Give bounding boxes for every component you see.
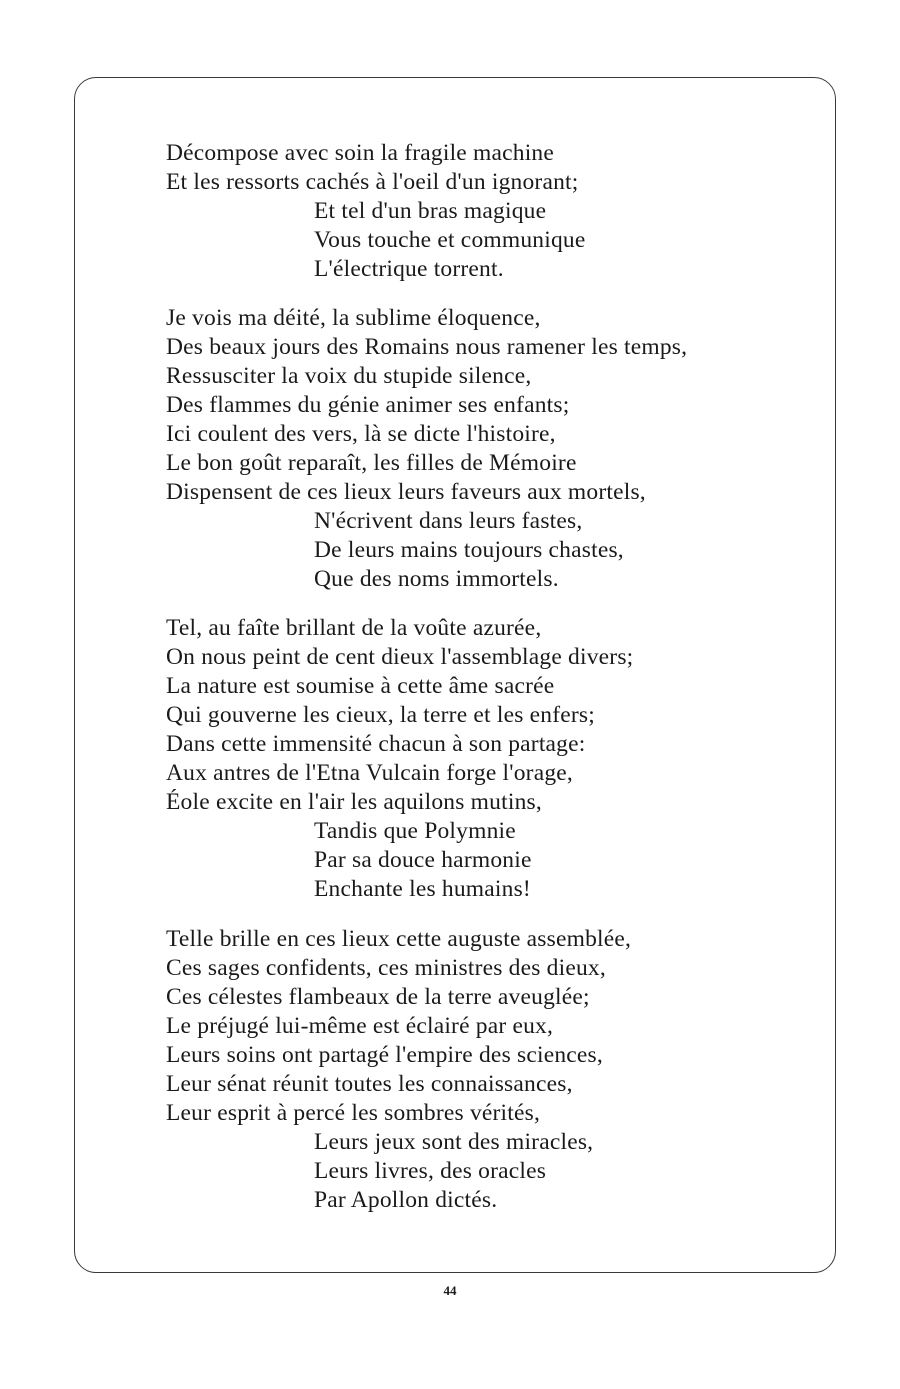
poem-line: Leur sénat réunit toutes les connaissances, (166, 1071, 573, 1097)
poem-line: Éole excite en l'air les aquilons mutins, (166, 789, 542, 815)
poem-line: On nous peint de cent dieux l'assemblage divers; (166, 644, 634, 670)
poem-line: Le préjugé lui-même est éclairé par eux, (166, 1013, 554, 1039)
poem-line: Tel, au faîte brillant de la voûte azurée, (166, 615, 542, 641)
poem-line: Par Apollon dictés. (314, 1187, 498, 1213)
poem-line: Enchante les humains! (314, 876, 531, 902)
poem-line: Telle brille en ces lieux cette auguste assemblée, (166, 926, 632, 952)
poem-line: Le bon goût reparaît, les filles de Mémoire (166, 450, 577, 476)
poem-line: Leur esprit à percé les sombres vérités, (166, 1100, 541, 1126)
poem-line: Leurs soins ont partagé l'empire des sciences, (166, 1042, 603, 1068)
poem-line: Je vois ma déité, la sublime éloquence, (166, 305, 541, 331)
poem-line: N'écrivent dans leurs fastes, (314, 508, 583, 534)
poem-line: La nature est soumise à cette âme sacrée (166, 673, 555, 699)
poem-line: Ressusciter la voix du stupide silence, (166, 363, 532, 389)
poem-line: De leurs mains toujours chastes, (314, 537, 624, 563)
poem-line: Ces célestes flambeaux de la terre aveuglée; (166, 984, 590, 1010)
poem-line: Des beaux jours des Romains nous ramener les temps, (166, 334, 688, 360)
poem-line: Dans cette immensité chacun à son partage: (166, 731, 586, 757)
poem-line: Ces sages confidents, ces ministres des dieux, (166, 955, 606, 981)
poem-line: Leurs jeux sont des miracles, (314, 1129, 594, 1155)
poem-line: Qui gouverne les cieux, la terre et les enfers; (166, 702, 595, 728)
poem-line: Et les ressorts cachés à l'oeil d'un ignorant; (166, 169, 579, 195)
poem-line: Ici coulent des vers, là se dicte l'histoire, (166, 421, 556, 447)
poem-line: Des flammes du génie animer ses enfants; (166, 392, 570, 418)
poem-line: Leurs livres, des oracles (314, 1158, 547, 1184)
poem-line: Tandis que Polymnie (314, 818, 516, 844)
poem-line: L'électrique torrent. (314, 256, 504, 282)
poem-line: Vous touche et communique (314, 227, 586, 253)
poem-line: Dispensent de ces lieux leurs faveurs aux mortels, (166, 479, 646, 505)
poem-line: Aux antres de l'Etna Vulcain forge l'orage, (166, 760, 573, 786)
poem-line: Et tel d'un bras magique (314, 198, 547, 224)
poem-line: Par sa douce harmonie (314, 847, 532, 873)
page-number: 44 (443, 1283, 457, 1298)
poem-line: Que des noms immortels. (314, 566, 559, 592)
poem-line: Décompose avec soin la fragile machine (166, 140, 555, 166)
